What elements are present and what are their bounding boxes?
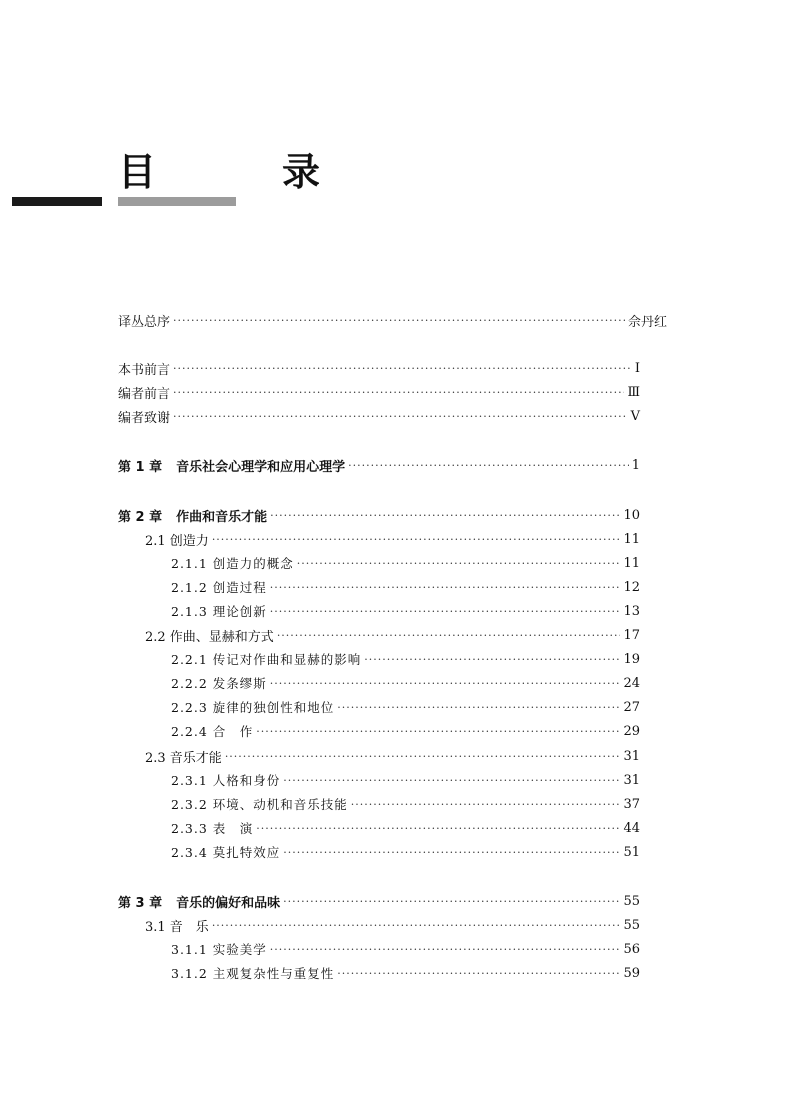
toc-page: 13	[623, 603, 640, 619]
toc-label: 译丛总序	[118, 314, 171, 330]
toc-label: 2.3.3 表 演	[171, 821, 254, 836]
toc-label: 本书前言	[118, 362, 171, 378]
toc-subsection[interactable]	[171, 552, 640, 574]
page-title: 目 录	[118, 150, 365, 194]
toc-page: 55	[623, 893, 640, 909]
toc-subsection[interactable]	[171, 938, 640, 960]
toc-chapter-1[interactable]	[118, 454, 640, 476]
toc-section[interactable]	[145, 745, 640, 767]
leader-dots	[173, 410, 628, 423]
leader-dots	[212, 533, 621, 546]
leader-dots	[337, 967, 620, 980]
leader-dots	[348, 459, 629, 472]
leader-dots	[256, 822, 620, 835]
toc-page: 11	[623, 531, 640, 547]
toc-subsection[interactable]	[171, 817, 640, 839]
leader-dots	[351, 798, 621, 811]
toc-subsection[interactable]	[171, 720, 640, 742]
leader-dots	[270, 605, 621, 618]
toc-label: 2.1.3 理论创新	[171, 604, 267, 619]
leader-dots	[173, 386, 624, 399]
toc-label: 2.2 作曲、显赫和方式	[145, 629, 274, 645]
leader-dots	[297, 557, 621, 570]
leader-dots	[364, 653, 620, 666]
toc-label: 2.3.4 莫扎特效应	[171, 845, 281, 860]
leader-dots	[270, 677, 621, 690]
toc-page: 27	[623, 699, 640, 715]
chapter-number: 第 1 章	[118, 459, 163, 475]
chapter-number: 第 3 章	[118, 895, 163, 911]
chapter-title: 音乐的偏好和品味	[176, 895, 281, 911]
toc-page: 19	[623, 651, 640, 667]
toc-section[interactable]	[145, 914, 640, 936]
toc-entry-preface[interactable]	[118, 357, 640, 379]
leader-dots	[173, 314, 625, 327]
toc-subsection[interactable]	[171, 696, 640, 718]
leader-dots	[173, 362, 632, 375]
toc-label: 编者致谢	[118, 410, 171, 426]
toc-page: 37	[623, 796, 640, 812]
toc-page: 17	[623, 627, 640, 643]
leader-dots	[337, 701, 620, 714]
toc-label: 3.1 音 乐	[145, 919, 209, 935]
leader-dots	[283, 846, 620, 859]
leader-dots	[225, 750, 621, 763]
toc-label: 2.3 音乐才能	[145, 750, 222, 766]
chapter-title: 作曲和音乐才能	[176, 509, 268, 525]
toc-entry-acknowledgements[interactable]	[118, 405, 640, 427]
title-rule-grey	[118, 197, 236, 206]
leader-dots	[277, 629, 621, 642]
toc-page: 56	[623, 941, 640, 957]
toc-entry-foreword[interactable]	[118, 309, 667, 331]
toc-label: 2.1.1 创造力的概念	[171, 556, 294, 571]
toc-page: 10	[623, 507, 640, 523]
toc-page: 12	[623, 579, 640, 595]
leader-dots	[270, 509, 620, 522]
chapter-title: 音乐社会心理学和应用心理学	[176, 459, 346, 475]
toc-subsection[interactable]	[171, 576, 640, 598]
leader-dots	[283, 774, 620, 787]
toc-page: 29	[623, 723, 640, 739]
toc-section[interactable]	[145, 624, 640, 646]
toc-chapter-3[interactable]	[118, 890, 640, 912]
toc-subsection[interactable]	[171, 793, 640, 815]
toc-subsection[interactable]	[171, 600, 640, 622]
toc-label: 编者前言	[118, 386, 171, 402]
title-rule-dark	[12, 197, 102, 206]
toc-subsection[interactable]	[171, 672, 640, 694]
toc-label: 2.1 创造力	[145, 533, 209, 549]
toc-section[interactable]	[145, 528, 640, 550]
toc-label: 2.2.4 合 作	[171, 724, 254, 739]
toc-label: 2.3.2 环境、动机和音乐技能	[171, 797, 348, 812]
leader-dots	[283, 895, 620, 908]
toc-subsection[interactable]	[171, 648, 640, 670]
toc-author: 佘丹红	[627, 314, 667, 330]
toc-page: 44	[623, 820, 640, 836]
toc-label: 3.1.2 主观复杂性与重复性	[171, 966, 335, 981]
toc-page: 59	[623, 965, 640, 981]
toc-page: Ⅰ	[634, 360, 640, 376]
toc-page: Ⅲ	[627, 384, 640, 400]
toc-page: 55	[623, 917, 640, 933]
toc-label: 3.1.1 实验美学	[171, 942, 267, 957]
toc-label: 2.1.2 创造过程	[171, 580, 267, 595]
leader-dots	[212, 919, 621, 932]
toc-label: 2.2.3 旋律的独创性和地位	[171, 700, 335, 715]
leader-dots	[270, 943, 621, 956]
toc-subsection[interactable]	[171, 962, 640, 984]
toc-page: Ⅴ	[630, 408, 640, 424]
toc-entry-editor-preface[interactable]	[118, 381, 640, 403]
leader-dots	[270, 581, 621, 594]
chapter-number: 第 2 章	[118, 509, 163, 525]
toc-subsection[interactable]	[171, 769, 640, 791]
toc-label: 2.2.1 传记对作曲和显赫的影响	[171, 652, 362, 667]
toc-page: 31	[623, 748, 640, 764]
toc-page: 24	[623, 675, 640, 691]
toc-page: 31	[623, 772, 640, 788]
toc-label: 2.3.1 人格和身份	[171, 773, 281, 788]
toc-page: 1	[631, 457, 640, 473]
toc-chapter-2[interactable]	[118, 504, 640, 526]
toc-subsection[interactable]	[171, 841, 640, 863]
leader-dots	[256, 725, 620, 738]
toc-label: 2.2.2 发条缪斯	[171, 676, 267, 691]
toc-page: 11	[623, 555, 640, 571]
toc-page: 51	[623, 844, 640, 860]
